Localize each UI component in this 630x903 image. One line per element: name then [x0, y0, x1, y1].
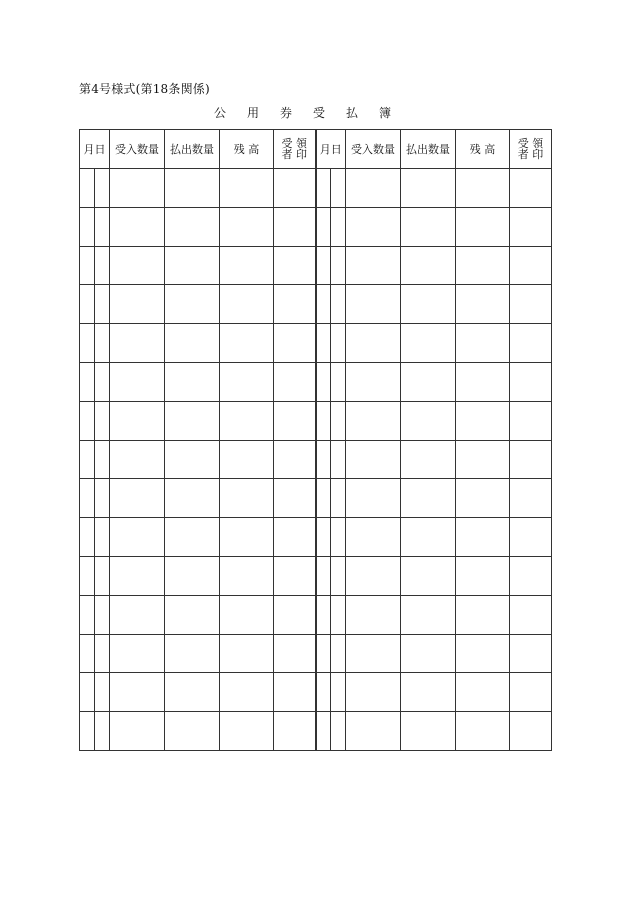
cell-month [80, 518, 95, 557]
table-row [80, 207, 552, 246]
cell-issued-qty [165, 440, 220, 479]
cell-day [95, 556, 110, 595]
cell-day [331, 401, 346, 440]
title-char: 払 [346, 106, 359, 120]
cell-received-qty [110, 362, 165, 401]
table-row [80, 556, 552, 595]
cell-issued-qty [165, 479, 220, 518]
cell-balance [456, 479, 510, 518]
header-receiver-seal-top: 受 領 [281, 136, 307, 150]
cell-received-qty [110, 595, 165, 634]
cell-month [80, 595, 95, 634]
cell-issued-qty [401, 362, 456, 401]
cell-received-qty [110, 207, 165, 246]
cell-day [331, 556, 346, 595]
cell-month [80, 401, 95, 440]
cell-month [80, 246, 95, 285]
cell-month [316, 673, 331, 712]
cell-received-qty [110, 556, 165, 595]
cell-receiver-seal [274, 556, 316, 595]
cell-issued-qty [401, 673, 456, 712]
cell-balance [220, 595, 274, 634]
cell-received-qty [346, 595, 401, 634]
cell-month [316, 246, 331, 285]
cell-receiver-seal [274, 634, 316, 673]
cell-issued-qty [401, 556, 456, 595]
cell-day [95, 324, 110, 363]
cell-balance [456, 362, 510, 401]
cell-day [95, 246, 110, 285]
cell-month [316, 207, 331, 246]
cell-balance [220, 362, 274, 401]
cell-received-qty [110, 401, 165, 440]
cell-receiver-seal [274, 673, 316, 712]
cell-received-qty [110, 712, 165, 751]
cell-balance [220, 479, 274, 518]
cell-day [95, 440, 110, 479]
cell-month [80, 556, 95, 595]
cell-month [80, 673, 95, 712]
title-char: 簿 [379, 106, 392, 120]
cell-receiver-seal [274, 479, 316, 518]
cell-receiver-seal [274, 362, 316, 401]
header-received-qty: 受入数量 [110, 130, 165, 169]
cell-month [316, 285, 331, 324]
cell-issued-qty [165, 207, 220, 246]
cell-received-qty [346, 479, 401, 518]
header-receiver-seal-bottom: 者 印 [281, 147, 307, 161]
cell-received-qty [346, 401, 401, 440]
header-month-day: 月日 [80, 130, 110, 169]
cell-day [95, 362, 110, 401]
cell-receiver-seal [274, 285, 316, 324]
cell-receiver-seal [274, 401, 316, 440]
cell-balance [220, 401, 274, 440]
cell-issued-qty [401, 440, 456, 479]
cell-month [316, 518, 331, 557]
cell-receiver-seal [510, 324, 552, 363]
table-row [80, 673, 552, 712]
cell-received-qty [346, 246, 401, 285]
cell-day [95, 207, 110, 246]
cell-received-qty [346, 169, 401, 208]
cell-month [316, 324, 331, 363]
cell-received-qty [110, 169, 165, 208]
title-char: 公 [214, 106, 227, 120]
cell-day [95, 595, 110, 634]
cell-month [316, 440, 331, 479]
cell-balance [220, 324, 274, 363]
cell-receiver-seal [274, 518, 316, 557]
cell-received-qty [346, 324, 401, 363]
cell-issued-qty [165, 673, 220, 712]
cell-receiver-seal [274, 169, 316, 208]
cell-balance [220, 673, 274, 712]
cell-month [316, 634, 331, 673]
cell-receiver-seal [510, 634, 552, 673]
cell-issued-qty [401, 324, 456, 363]
cell-month [316, 479, 331, 518]
document-title [214, 104, 412, 121]
cell-day [331, 673, 346, 712]
cell-day [95, 479, 110, 518]
cell-received-qty [346, 673, 401, 712]
cell-issued-qty [401, 712, 456, 751]
cell-receiver-seal [510, 440, 552, 479]
cell-balance [220, 634, 274, 673]
cell-balance [456, 324, 510, 363]
cell-day [95, 712, 110, 751]
title-char: 券 [280, 106, 293, 120]
header-balance: 残 高 [456, 130, 510, 169]
cell-month [80, 207, 95, 246]
cell-received-qty [346, 285, 401, 324]
cell-day [95, 401, 110, 440]
cell-balance [456, 518, 510, 557]
cell-receiver-seal [274, 595, 316, 634]
cell-receiver-seal [510, 595, 552, 634]
cell-month [316, 556, 331, 595]
cell-day [331, 285, 346, 324]
title-char: 用 [247, 106, 260, 120]
header-row [80, 130, 552, 169]
cell-receiver-seal [510, 556, 552, 595]
header-balance: 残 高 [220, 130, 274, 169]
cell-day [331, 595, 346, 634]
cell-balance [220, 556, 274, 595]
cell-receiver-seal [510, 712, 552, 751]
cell-received-qty [110, 285, 165, 324]
cell-day [331, 634, 346, 673]
cell-issued-qty [165, 169, 220, 208]
cell-month [316, 401, 331, 440]
table-row [80, 246, 552, 285]
cell-issued-qty [401, 285, 456, 324]
cell-received-qty [110, 673, 165, 712]
header-receiver-seal [510, 130, 552, 169]
cell-day [331, 362, 346, 401]
cell-received-qty [110, 246, 165, 285]
cell-day [95, 518, 110, 557]
cell-received-qty [110, 518, 165, 557]
cell-received-qty [346, 634, 401, 673]
table-row [80, 518, 552, 557]
header-received-qty: 受入数量 [346, 130, 401, 169]
cell-issued-qty [165, 595, 220, 634]
table-row [80, 285, 552, 324]
cell-issued-qty [401, 595, 456, 634]
cell-receiver-seal [274, 712, 316, 751]
header-receiver-seal-bottom: 者 印 [517, 147, 544, 161]
cell-balance [456, 634, 510, 673]
cell-received-qty [346, 518, 401, 557]
cell-month [80, 712, 95, 751]
cell-day [331, 518, 346, 557]
cell-day [331, 712, 346, 751]
header-month-day: 月日 [316, 130, 346, 169]
cell-issued-qty [165, 556, 220, 595]
cell-day [95, 169, 110, 208]
cell-received-qty [110, 634, 165, 673]
cell-received-qty [346, 207, 401, 246]
header-issued-qty: 払出数量 [401, 130, 456, 169]
cell-issued-qty [165, 362, 220, 401]
cell-balance [456, 712, 510, 751]
table-row [80, 712, 552, 751]
cell-day [331, 169, 346, 208]
cell-receiver-seal [510, 169, 552, 208]
table-row [80, 479, 552, 518]
cell-balance [456, 440, 510, 479]
cell-received-qty [346, 712, 401, 751]
cell-receiver-seal [510, 285, 552, 324]
header-receiver-seal [274, 130, 316, 169]
header-receiver-seal-top: 受 領 [517, 136, 544, 150]
cell-balance [456, 285, 510, 324]
cell-day [331, 440, 346, 479]
cell-issued-qty [401, 479, 456, 518]
cell-balance [220, 712, 274, 751]
cell-balance [220, 169, 274, 208]
cell-received-qty [110, 479, 165, 518]
cell-issued-qty [165, 401, 220, 440]
cell-day [95, 634, 110, 673]
cell-balance [220, 246, 274, 285]
cell-month [80, 362, 95, 401]
cell-issued-qty [165, 285, 220, 324]
cell-month [316, 169, 331, 208]
cell-balance [220, 207, 274, 246]
cell-receiver-seal [274, 324, 316, 363]
cell-month [80, 479, 95, 518]
cell-receiver-seal [510, 401, 552, 440]
table-row [80, 634, 552, 673]
cell-received-qty [346, 362, 401, 401]
cell-balance [456, 401, 510, 440]
cell-received-qty [346, 440, 401, 479]
title-char: 受 [313, 106, 326, 120]
cell-month [80, 285, 95, 324]
cell-balance [456, 246, 510, 285]
cell-issued-qty [165, 246, 220, 285]
cell-receiver-seal [274, 207, 316, 246]
cell-day [95, 673, 110, 712]
cell-receiver-seal [510, 362, 552, 401]
cell-received-qty [110, 440, 165, 479]
cell-issued-qty [401, 401, 456, 440]
table-row [80, 362, 552, 401]
cell-balance [456, 673, 510, 712]
cell-issued-qty [165, 634, 220, 673]
cell-receiver-seal [510, 479, 552, 518]
cell-balance [456, 169, 510, 208]
cell-balance [456, 595, 510, 634]
cell-received-qty [346, 556, 401, 595]
cell-issued-qty [165, 324, 220, 363]
cell-month [80, 324, 95, 363]
cell-receiver-seal [510, 518, 552, 557]
table-row [80, 324, 552, 363]
cell-issued-qty [165, 518, 220, 557]
cell-receiver-seal [510, 673, 552, 712]
cell-balance [456, 556, 510, 595]
cell-balance [220, 518, 274, 557]
cell-month [80, 634, 95, 673]
cell-issued-qty [401, 246, 456, 285]
form-number-label: 第4号様式(第18条関係) [79, 82, 210, 96]
cell-issued-qty [165, 712, 220, 751]
cell-balance [220, 440, 274, 479]
cell-issued-qty [401, 207, 456, 246]
cell-issued-qty [401, 634, 456, 673]
cell-received-qty [110, 324, 165, 363]
cell-month [80, 440, 95, 479]
cell-day [95, 285, 110, 324]
table-row [80, 401, 552, 440]
cell-month [316, 595, 331, 634]
table-row [80, 440, 552, 479]
cell-month [316, 712, 331, 751]
cell-day [331, 246, 346, 285]
cell-balance [456, 207, 510, 246]
header-issued-qty: 払出数量 [165, 130, 220, 169]
table-row [80, 169, 552, 208]
cell-month [80, 169, 95, 208]
cell-receiver-seal [274, 246, 316, 285]
cell-issued-qty [401, 169, 456, 208]
cell-month [316, 362, 331, 401]
cell-receiver-seal [510, 246, 552, 285]
cell-receiver-seal [274, 440, 316, 479]
cell-day [331, 324, 346, 363]
cell-balance [220, 285, 274, 324]
cell-day [331, 479, 346, 518]
ledger-table [79, 129, 552, 751]
cell-day [331, 207, 346, 246]
table-row [80, 595, 552, 634]
cell-issued-qty [401, 518, 456, 557]
cell-receiver-seal [510, 207, 552, 246]
